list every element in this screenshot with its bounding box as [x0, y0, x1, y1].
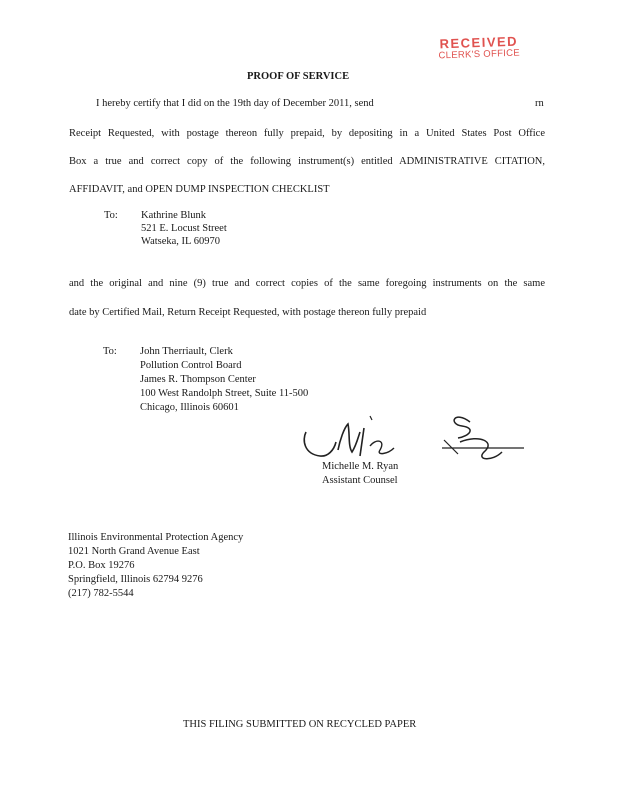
- agency-line: 1021 North Grand Avenue East: [68, 546, 200, 557]
- agency-line: (217) 782-5544: [68, 588, 134, 599]
- page-title: PROOF OF SERVICE: [247, 71, 350, 82]
- agency-line: P.O. Box 19276: [68, 560, 135, 571]
- para2-line1: and the original and nine (9) true and correct copies of the same foregoing instruments on the same: [69, 278, 545, 289]
- recipient1-line: 521 E. Locust Street: [141, 223, 227, 234]
- recipient1-line: Kathrine Blunk: [141, 210, 207, 221]
- recipient2-line: Pollution Control Board: [140, 360, 242, 371]
- received-stamp: [424, 34, 535, 62]
- para1-line1: I hereby certify that I did on the 19th day of December 2011, send: [96, 98, 374, 109]
- stamp-received-text: RECEIVED: [439, 33, 519, 52]
- recipient2-line: James R. Thompson Center: [140, 374, 256, 385]
- para2-line2: date by Certified Mail, Return Receipt Requested, with postage thereon fully prepaid: [69, 307, 427, 318]
- para1-line3: Box a true and correct copy of the following instrument(s) entitled ADMINISTRATIVE CITATION,: [69, 156, 545, 167]
- witness-signature: [440, 408, 530, 470]
- para1-line1-fragment: rn: [535, 98, 544, 109]
- para1-line2: Receipt Requested, with postage thereon fully prepaid, by depositing in a United States Post Office: [69, 128, 545, 139]
- agency-line: Illinois Environmental Protection Agency: [68, 532, 244, 543]
- recipient1-to-label: To:: [104, 210, 118, 221]
- agency-line: Springfield, Illinois 62794 9276: [68, 574, 203, 585]
- footer-recycled-paper: THIS FILING SUBMITTED ON RECYCLED PAPER: [183, 719, 417, 730]
- recipient2-line: Chicago, Illinois 60601: [140, 402, 239, 413]
- recipient2-line: 100 West Randolph Street, Suite 11-500: [140, 388, 309, 399]
- recipient2-line: John Therriault, Clerk: [140, 346, 233, 357]
- para1-line4: AFFIDAVIT, and OPEN DUMP INSPECTION CHECKLIST: [69, 184, 330, 195]
- signer-name: Michelle M. Ryan: [322, 461, 399, 472]
- stamp-clerks-office-text: CLERK'S OFFICE: [438, 47, 521, 62]
- recipient1-line: Watseka, IL 60970: [141, 236, 220, 247]
- signer-title: Assistant Counsel: [322, 475, 398, 486]
- recipient2-to-label: To:: [103, 346, 117, 357]
